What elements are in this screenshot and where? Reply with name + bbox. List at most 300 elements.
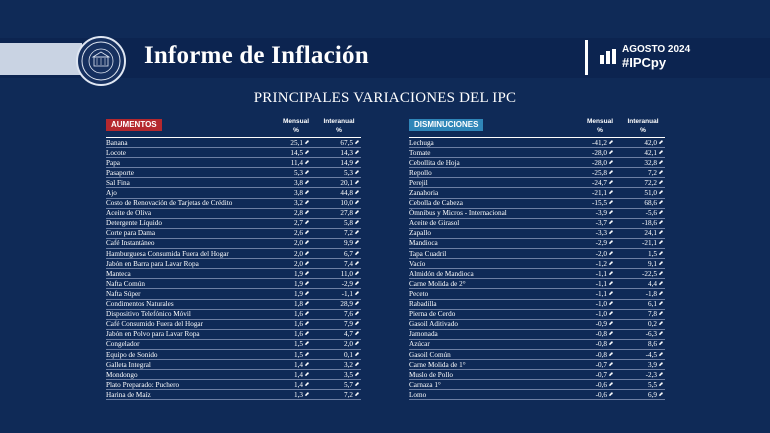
arrow-icon: ⬈ xyxy=(304,240,310,247)
item-name: Jabón en Polvo para Lavar Ropa xyxy=(106,330,200,339)
arrow-icon: ⬈ xyxy=(608,250,614,257)
interanual-value: 9,1 xyxy=(648,259,657,268)
table-row xyxy=(409,249,665,259)
table-row xyxy=(409,340,665,350)
item-name: Lechuga xyxy=(409,138,434,147)
arrow-icon: ⬈ xyxy=(304,220,310,227)
mensual-value: -1,0 xyxy=(595,310,607,319)
table-row xyxy=(409,178,665,188)
mensual-value: -28,0 xyxy=(592,148,607,157)
interanual-value: 6,9 xyxy=(648,390,657,399)
arrow-icon: ⬈ xyxy=(658,169,664,176)
arrow-icon: ⬈ xyxy=(304,139,310,146)
arrow-icon: ⬈ xyxy=(658,149,664,156)
item-name: Locote xyxy=(106,148,126,157)
item-name: Galleta Integral xyxy=(106,360,151,369)
table-row xyxy=(106,289,361,299)
interanual-value: 3,9 xyxy=(648,360,657,369)
interanual-value: 7,2 xyxy=(648,168,657,177)
table-row xyxy=(409,330,665,340)
interanual-value: 10,0 xyxy=(340,199,353,208)
interanual-value: 6,1 xyxy=(648,300,657,309)
bar-chart-icon xyxy=(600,49,618,64)
arrow-icon: ⬈ xyxy=(658,381,664,388)
interanual-value: 7,4 xyxy=(344,259,353,268)
interanual-value: 7,2 xyxy=(344,229,353,238)
item-name: Mandioca xyxy=(409,239,438,248)
arrow-icon: ⬈ xyxy=(304,210,310,217)
interanual-value: 7,8 xyxy=(648,310,657,319)
arrow-icon: ⬈ xyxy=(354,179,360,186)
item-name: Jamonada xyxy=(409,330,438,339)
arrow-icon: ⬈ xyxy=(354,240,360,247)
item-name: Zanahoria xyxy=(409,189,439,198)
arrow-icon: ⬈ xyxy=(608,361,614,368)
interanual-value: 4,4 xyxy=(648,279,657,288)
arrow-icon: ⬈ xyxy=(304,391,310,398)
arrow-icon: ⬈ xyxy=(304,341,310,348)
table-row xyxy=(106,330,361,340)
table-row xyxy=(409,289,665,299)
table-row xyxy=(106,380,361,390)
interanual-value: 72,2 xyxy=(644,178,657,187)
item-name: Café Instantáneo xyxy=(106,239,155,248)
mensual-value: 1,5 xyxy=(294,350,303,359)
item-name: Costo de Renovación de Tarjetas de Crédito xyxy=(106,199,233,208)
table-row xyxy=(106,219,361,229)
arrow-icon: ⬈ xyxy=(608,240,614,247)
item-name: Papa xyxy=(106,158,120,167)
arrow-icon: ⬈ xyxy=(658,139,664,146)
table-row xyxy=(409,188,665,198)
arrow-icon: ⬈ xyxy=(354,361,360,368)
mensual-value: 1,4 xyxy=(294,360,303,369)
arrow-icon: ⬈ xyxy=(354,210,360,217)
table-row xyxy=(409,370,665,380)
arrow-icon: ⬈ xyxy=(658,250,664,257)
arrow-icon: ⬈ xyxy=(608,200,614,207)
arrow-icon: ⬈ xyxy=(658,260,664,267)
table-row xyxy=(106,320,361,330)
table-row xyxy=(106,370,361,380)
mensual-value: -1,0 xyxy=(595,300,607,309)
item-name: Equipo de Sonido xyxy=(106,350,158,359)
arrow-icon: ⬈ xyxy=(608,179,614,186)
interanual-value: -22,5 xyxy=(642,269,657,278)
arrow-icon: ⬈ xyxy=(608,301,614,308)
arrow-icon: ⬈ xyxy=(608,260,614,267)
arrow-icon: ⬈ xyxy=(304,331,310,338)
arrow-icon: ⬈ xyxy=(304,371,310,378)
arrow-icon: ⬈ xyxy=(354,381,360,388)
table-row xyxy=(409,360,665,370)
arrow-icon: ⬈ xyxy=(608,371,614,378)
item-name: Tomate xyxy=(409,148,431,157)
interanual-value: 5,5 xyxy=(648,380,657,389)
arrow-icon: ⬈ xyxy=(354,371,360,378)
interanual-value: 42,0 xyxy=(644,138,657,147)
interanual-value: -5,6 xyxy=(645,209,657,218)
mensual-value: -0,8 xyxy=(595,340,607,349)
mensual-value: -3,7 xyxy=(595,219,607,228)
interanual-value: -18,6 xyxy=(642,219,657,228)
table-row xyxy=(106,138,361,148)
mensual-value: 2,6 xyxy=(294,229,303,238)
mensual-value: 5,3 xyxy=(294,168,303,177)
table-row xyxy=(106,390,361,400)
interanual-column-header: Interanual % xyxy=(627,118,659,134)
item-name: Mondongo xyxy=(106,370,138,379)
item-name: Manteca xyxy=(106,269,131,278)
arrow-icon: ⬈ xyxy=(304,311,310,318)
mensual-value: 1,4 xyxy=(294,370,303,379)
mensual-value: -28,0 xyxy=(592,158,607,167)
report-date: AGOSTO 2024 xyxy=(622,44,691,55)
table-row xyxy=(106,279,361,289)
mensual-value: -41,2 xyxy=(592,138,607,147)
arrow-icon: ⬈ xyxy=(608,169,614,176)
table-row xyxy=(409,148,665,158)
bcp-seal-icon xyxy=(76,36,126,86)
table-row xyxy=(106,229,361,239)
mensual-column-header: Mensual % xyxy=(587,118,614,134)
item-name: Detergente Líquido xyxy=(106,219,162,228)
interanual-value: 28,9 xyxy=(340,300,353,309)
interanual-column-header: Interanual % xyxy=(323,118,355,134)
table-row xyxy=(106,259,361,269)
table-row xyxy=(409,279,665,289)
arrow-icon: ⬈ xyxy=(354,290,360,297)
disminuciones-badge: DISMINUCIONES xyxy=(409,119,483,131)
table-row xyxy=(409,300,665,310)
arrow-icon: ⬈ xyxy=(608,230,614,237)
arrow-icon: ⬈ xyxy=(354,149,360,156)
mensual-value: 1,9 xyxy=(294,289,303,298)
arrow-icon: ⬈ xyxy=(658,341,664,348)
interanual-value: 14,3 xyxy=(340,148,353,157)
table-row xyxy=(106,239,361,249)
mensual-value: -0,7 xyxy=(595,370,607,379)
arrow-icon: ⬈ xyxy=(608,311,614,318)
arrow-icon: ⬈ xyxy=(354,220,360,227)
item-name: Carne Molida de 1° xyxy=(409,360,466,369)
mensual-value: -15,5 xyxy=(592,199,607,208)
interanual-value: -21,1 xyxy=(642,239,657,248)
arrow-icon: ⬈ xyxy=(608,341,614,348)
arrow-icon: ⬈ xyxy=(304,179,310,186)
aumentos-table xyxy=(106,137,361,400)
mensual-value: -1,1 xyxy=(595,289,607,298)
arrow-icon: ⬈ xyxy=(608,270,614,277)
table-row xyxy=(409,229,665,239)
mensual-value: 1,3 xyxy=(294,390,303,399)
arrow-icon: ⬈ xyxy=(304,270,310,277)
arrow-icon: ⬈ xyxy=(658,280,664,287)
mensual-value: 11,4 xyxy=(290,158,303,167)
interanual-value: 5,7 xyxy=(344,380,353,389)
mensual-value: 1,6 xyxy=(294,320,303,329)
table-row xyxy=(409,269,665,279)
arrow-icon: ⬈ xyxy=(354,159,360,166)
mensual-value: 2,8 xyxy=(294,209,303,218)
mensual-value: 1,8 xyxy=(294,300,303,309)
item-name: Azúcar xyxy=(409,340,430,349)
item-name: Vacío xyxy=(409,259,426,268)
item-name: Pierna de Cerdo xyxy=(409,310,456,319)
table-row xyxy=(409,239,665,249)
arrow-icon: ⬈ xyxy=(304,260,310,267)
table-row xyxy=(409,320,665,330)
mensual-value: -0,6 xyxy=(595,390,607,399)
table-row xyxy=(409,350,665,360)
interanual-value: -2,3 xyxy=(645,370,657,379)
mensual-value: 2,7 xyxy=(294,219,303,228)
item-name: Sal Fina xyxy=(106,178,130,187)
item-name: Carne Molida de 2° xyxy=(409,279,466,288)
mensual-value: 3,8 xyxy=(294,189,303,198)
interanual-value: 6,7 xyxy=(344,249,353,258)
mensual-value: -0,8 xyxy=(595,350,607,359)
item-name: Tapa Cuadril xyxy=(409,249,447,258)
arrow-icon: ⬈ xyxy=(608,391,614,398)
mensual-value: 1,9 xyxy=(294,269,303,278)
arrow-icon: ⬈ xyxy=(304,190,310,197)
interanual-value: 5,3 xyxy=(344,168,353,177)
table-row xyxy=(409,199,665,209)
table-row xyxy=(106,158,361,168)
interanual-value: 9,9 xyxy=(344,239,353,248)
mensual-value: -2,9 xyxy=(595,239,607,248)
interanual-value: 67,5 xyxy=(340,138,353,147)
mensual-value: 3,2 xyxy=(294,199,303,208)
arrow-icon: ⬈ xyxy=(608,280,614,287)
table-row xyxy=(106,269,361,279)
arrow-icon: ⬈ xyxy=(658,200,664,207)
item-name: Aceite de Girasol xyxy=(409,219,460,228)
mensual-value: -21,1 xyxy=(592,189,607,198)
aumentos-header xyxy=(106,117,361,137)
table-row xyxy=(106,360,361,370)
interanual-value: 4,7 xyxy=(344,330,353,339)
interanual-value: 0,2 xyxy=(648,320,657,329)
mensual-value: 3,8 xyxy=(294,178,303,187)
arrow-icon: ⬈ xyxy=(304,280,310,287)
arrow-icon: ⬈ xyxy=(304,200,310,207)
table-row xyxy=(106,188,361,198)
arrow-icon: ⬈ xyxy=(658,290,664,297)
arrow-icon: ⬈ xyxy=(354,190,360,197)
item-name: Ajo xyxy=(106,189,117,198)
interanual-value: 2,0 xyxy=(344,340,353,349)
section-subtitle: PRINCIPALES VARIACIONES DEL IPC xyxy=(253,90,517,106)
mensual-value: 1,6 xyxy=(294,330,303,339)
mensual-value: -3,9 xyxy=(595,209,607,218)
item-name: Rabadilla xyxy=(409,300,437,309)
item-name: Lomo xyxy=(409,390,427,399)
mensual-value: 14,5 xyxy=(290,148,303,157)
arrow-icon: ⬈ xyxy=(608,331,614,338)
item-name: Nafta Súper xyxy=(106,289,141,298)
arrow-icon: ⬈ xyxy=(304,290,310,297)
interanual-value: 44,8 xyxy=(340,189,353,198)
arrow-icon: ⬈ xyxy=(354,351,360,358)
item-name: Carnaza 1° xyxy=(409,380,441,389)
arrow-icon: ⬈ xyxy=(354,260,360,267)
arrow-icon: ⬈ xyxy=(658,391,664,398)
mensual-column-header: Mensual % xyxy=(283,118,310,134)
arrow-icon: ⬈ xyxy=(658,361,664,368)
table-row xyxy=(409,310,665,320)
arrow-icon: ⬈ xyxy=(608,210,614,217)
arrow-icon: ⬈ xyxy=(658,301,664,308)
mensual-value: -0,7 xyxy=(595,360,607,369)
arrow-icon: ⬈ xyxy=(658,371,664,378)
interanual-value: 8,6 xyxy=(648,340,657,349)
mensual-value: 2,0 xyxy=(294,239,303,248)
arrow-icon: ⬈ xyxy=(354,250,360,257)
arrow-icon: ⬈ xyxy=(658,159,664,166)
arrow-icon: ⬈ xyxy=(658,321,664,328)
arrow-icon: ⬈ xyxy=(354,270,360,277)
arrow-icon: ⬈ xyxy=(608,159,614,166)
arrow-icon: ⬈ xyxy=(354,331,360,338)
interanual-value: 11,0 xyxy=(340,269,353,278)
arrow-icon: ⬈ xyxy=(658,270,664,277)
arrow-icon: ⬈ xyxy=(608,351,614,358)
arrow-icon: ⬈ xyxy=(304,351,310,358)
interanual-value: -1,1 xyxy=(341,289,353,298)
item-name: Café Consumido Fuera del Hogar xyxy=(106,320,204,329)
item-name: Dispositivo Telefónico Móvil xyxy=(106,310,191,319)
table-row xyxy=(106,300,361,310)
arrow-icon: ⬈ xyxy=(304,169,310,176)
mensual-value: 1,4 xyxy=(294,380,303,389)
interanual-value: 27,8 xyxy=(340,209,353,218)
interanual-value: 42,1 xyxy=(644,148,657,157)
arrow-icon: ⬈ xyxy=(354,200,360,207)
mensual-value: 1,5 xyxy=(294,340,303,349)
aumentos-badge: AUMENTOS xyxy=(106,119,162,131)
mensual-value: -0,6 xyxy=(595,380,607,389)
table-row xyxy=(106,249,361,259)
arrow-icon: ⬈ xyxy=(608,190,614,197)
table-row xyxy=(409,168,665,178)
arrow-icon: ⬈ xyxy=(658,179,664,186)
disminuciones-panel xyxy=(409,117,665,400)
table-row xyxy=(106,199,361,209)
arrow-icon: ⬈ xyxy=(658,240,664,247)
interanual-value: 5,8 xyxy=(344,219,353,228)
mensual-value: -0,8 xyxy=(595,330,607,339)
item-name: Muslo de Pollo xyxy=(409,370,453,379)
mensual-value: 1,9 xyxy=(294,279,303,288)
table-row xyxy=(409,209,665,219)
mensual-value: -0,9 xyxy=(595,320,607,329)
item-name: Cebollita de Hoja xyxy=(409,158,460,167)
item-name: Pasaporte xyxy=(106,168,134,177)
arrow-icon: ⬈ xyxy=(304,321,310,328)
item-name: Almidón de Mandioca xyxy=(409,269,474,278)
table-row xyxy=(409,390,665,400)
table-row xyxy=(106,168,361,178)
table-row xyxy=(409,259,665,269)
page-title: Informe de Inflación xyxy=(144,42,369,69)
mensual-value: -1,1 xyxy=(595,269,607,278)
arrow-icon: ⬈ xyxy=(304,361,310,368)
interanual-value: 0,1 xyxy=(344,350,353,359)
table-row xyxy=(409,219,665,229)
item-name: Gasoil Aditivado xyxy=(409,320,458,329)
table-row xyxy=(409,138,665,148)
arrow-icon: ⬈ xyxy=(304,159,310,166)
interanual-value: 24,1 xyxy=(644,229,657,238)
item-name: Hamburguesa Consumida Fuera del Hogar xyxy=(106,249,229,258)
hashtag: #IPCpy xyxy=(622,55,667,70)
interanual-value: -4,5 xyxy=(645,350,657,359)
disminuciones-table xyxy=(409,137,665,400)
mensual-value: -3,3 xyxy=(595,229,607,238)
arrow-icon: ⬈ xyxy=(658,311,664,318)
item-name: Peceto xyxy=(409,289,429,298)
item-name: Nafta Común xyxy=(106,279,145,288)
mensual-value: 25,1 xyxy=(290,138,303,147)
arrow-icon: ⬈ xyxy=(608,381,614,388)
item-name: Zapallo xyxy=(409,229,431,238)
interanual-value: 7,6 xyxy=(344,310,353,319)
mensual-value: 2,0 xyxy=(294,249,303,258)
arrow-icon: ⬈ xyxy=(658,331,664,338)
mensual-value: -1,1 xyxy=(595,279,607,288)
disminuciones-header xyxy=(409,117,665,137)
item-name: Perejil xyxy=(409,178,428,187)
arrow-icon: ⬈ xyxy=(354,280,360,287)
interanual-value: 32,8 xyxy=(644,158,657,167)
arrow-icon: ⬈ xyxy=(304,250,310,257)
item-name: Repollo xyxy=(409,168,432,177)
arrow-icon: ⬈ xyxy=(354,341,360,348)
table-row xyxy=(106,350,361,360)
arrow-icon: ⬈ xyxy=(608,139,614,146)
arrow-icon: ⬈ xyxy=(354,301,360,308)
table-row xyxy=(106,178,361,188)
interanual-value: 68,6 xyxy=(644,199,657,208)
arrow-icon: ⬈ xyxy=(354,139,360,146)
table-row xyxy=(106,340,361,350)
interanual-value: 20,1 xyxy=(340,178,353,187)
interanual-value: -2,9 xyxy=(341,279,353,288)
arrow-icon: ⬈ xyxy=(658,190,664,197)
table-row xyxy=(106,310,361,320)
arrow-icon: ⬈ xyxy=(658,210,664,217)
interanual-value: 3,5 xyxy=(344,370,353,379)
interanual-value: 7,2 xyxy=(344,390,353,399)
mensual-value: -25,8 xyxy=(592,168,607,177)
table-row xyxy=(409,158,665,168)
interanual-value: -6,3 xyxy=(645,330,657,339)
arrow-icon: ⬈ xyxy=(658,220,664,227)
item-name: Jabón en Barra para Lavar Ropa xyxy=(106,259,199,268)
header-stripe xyxy=(0,43,82,75)
table-row xyxy=(106,148,361,158)
arrow-icon: ⬈ xyxy=(304,301,310,308)
item-name: Banana xyxy=(106,138,128,147)
mensual-value: 2,0 xyxy=(294,259,303,268)
aumentos-panel xyxy=(106,117,361,400)
arrow-icon: ⬈ xyxy=(354,169,360,176)
table-row xyxy=(409,380,665,390)
interanual-value: 7,9 xyxy=(344,320,353,329)
interanual-value: -1,8 xyxy=(645,289,657,298)
